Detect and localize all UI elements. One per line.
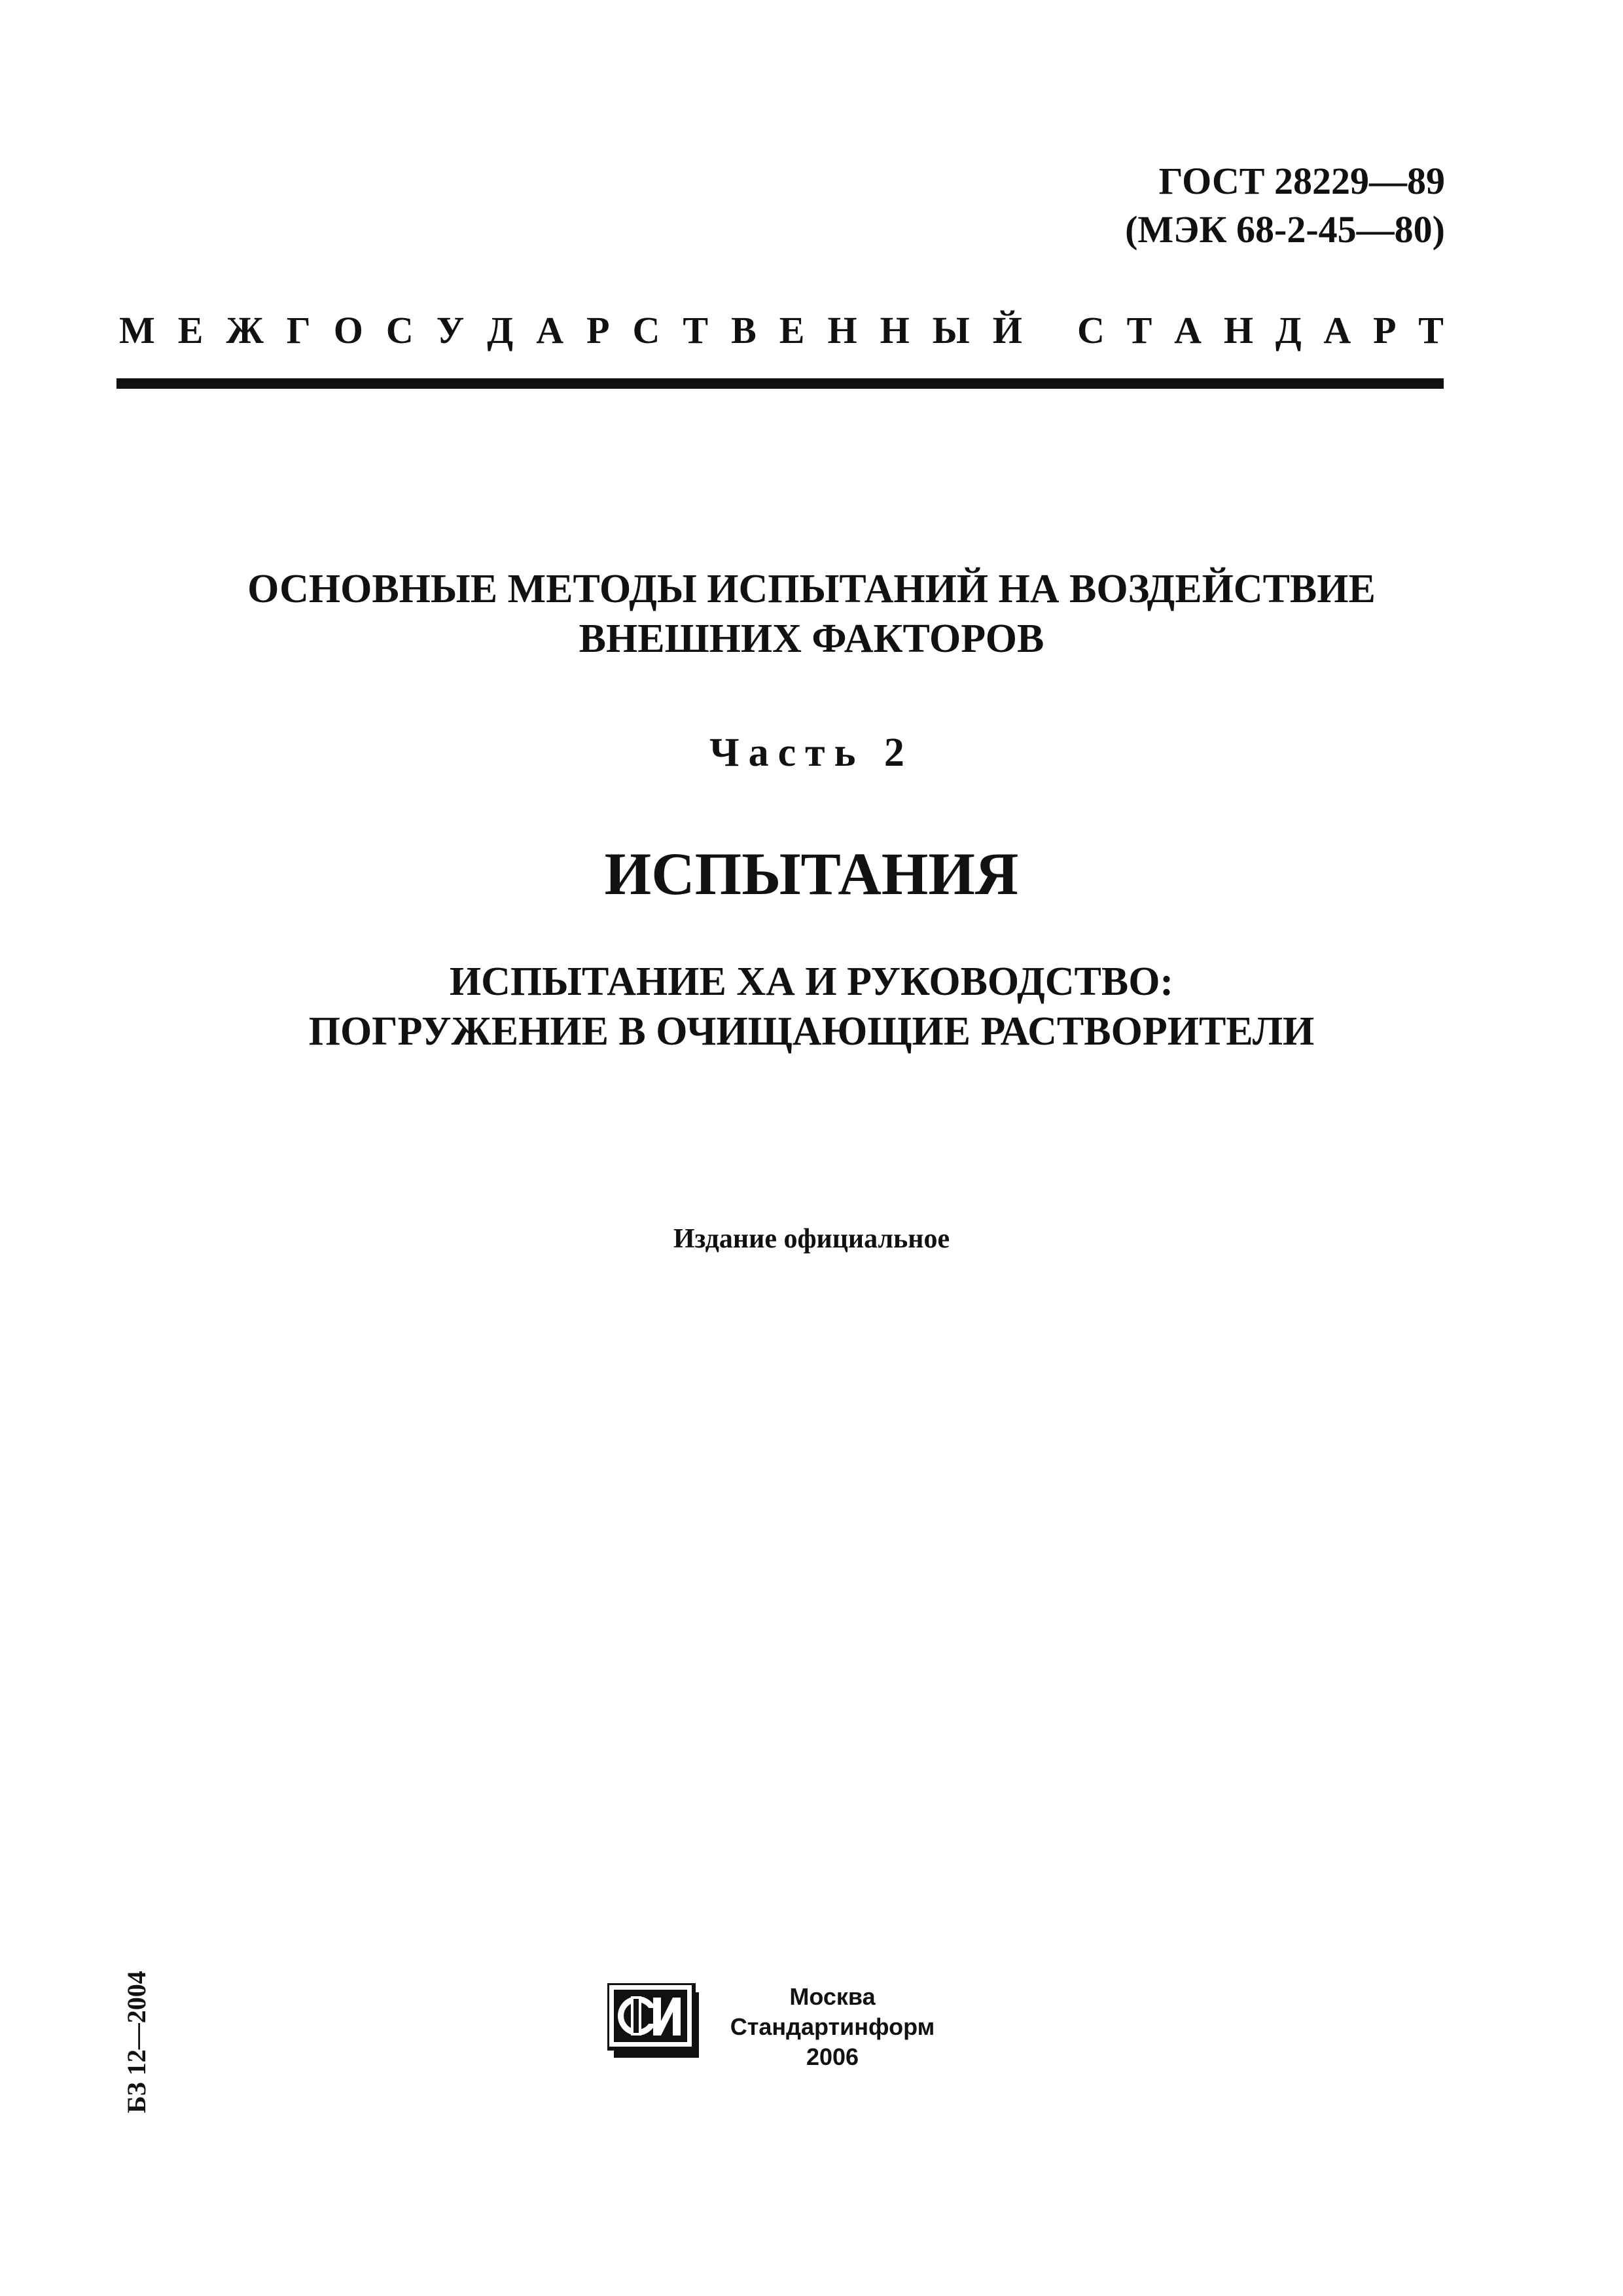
interstate-standard-banner — [119, 308, 1444, 353]
banner-letter: Д — [487, 309, 514, 351]
edition-label: Издание официальное — [673, 1224, 950, 1254]
banner-letter: Т — [1418, 309, 1444, 351]
header-rule — [116, 378, 1444, 389]
publisher-name: Стандартинформ — [730, 2013, 935, 2040]
catalog-code — [118, 1944, 156, 2140]
banner-letter: С — [632, 309, 660, 351]
banner-word-standard — [1077, 308, 1444, 353]
banner-letter: Д — [1275, 309, 1302, 351]
title-line: ВНЕШНИХ ФАКТОРОВ — [579, 617, 1044, 661]
banner-letter: Н — [1223, 309, 1253, 351]
banner-letter: Р — [586, 309, 610, 351]
subtitle-line: ИСПЫТАНИЕ ХА И РУКОВОДСТВО: — [449, 960, 1174, 1004]
publisher-year: 2006 — [806, 2043, 859, 2070]
publisher-info — [728, 1982, 937, 2072]
title-line: ОСНОВНЫЕ МЕТОДЫ ИСПЫТАНИЙ НА ВОЗДЕЙСТВИЕ — [247, 567, 1376, 611]
banner-letter: Г — [286, 309, 311, 351]
banner-letter: Н — [827, 309, 857, 351]
banner-word-interstate — [119, 308, 1022, 353]
standard-designation — [1125, 157, 1445, 254]
banner-letter: Ы — [932, 309, 970, 351]
iec-number: (МЭК 68-2-45—80) — [1125, 208, 1445, 251]
banner-letter: А — [536, 309, 564, 351]
banner-letter: Р — [1373, 309, 1397, 351]
banner-letter: С — [1077, 309, 1105, 351]
banner-letter: В — [731, 309, 757, 351]
catalog-code-text: БЗ 12—2004 — [122, 1971, 151, 2113]
banner-letter: Е — [177, 309, 204, 351]
banner-letter: С — [385, 309, 414, 351]
banner-letter: Й — [992, 309, 1022, 351]
publisher-city: Москва — [789, 1983, 876, 2010]
part-label: Часть 2 — [709, 730, 914, 775]
banner-letter: У — [436, 309, 465, 351]
banner-letter: О — [333, 309, 363, 351]
banner-letter: А — [1323, 309, 1351, 351]
document-title — [0, 564, 1623, 664]
banner-letter: Е — [779, 309, 805, 351]
section-title: ИСПЫТАНИЯ — [604, 840, 1019, 907]
subtitle-line: ПОГРУЖЕНИЕ В ОЧИЩАЮЩИЕ РАСТВОРИТЕЛИ — [308, 1009, 1315, 1054]
document-subtitle — [0, 957, 1623, 1056]
gost-number: ГОСТ 28229—89 — [1158, 160, 1445, 202]
banner-letter: Ж — [226, 309, 264, 351]
banner-letter: А — [1174, 309, 1202, 351]
banner-letter: М — [119, 309, 155, 351]
banner-letter: Т — [683, 309, 709, 351]
banner-letter: Т — [1126, 309, 1152, 351]
standartinform-logo-icon — [607, 1983, 705, 2062]
banner-letter: Н — [880, 309, 910, 351]
